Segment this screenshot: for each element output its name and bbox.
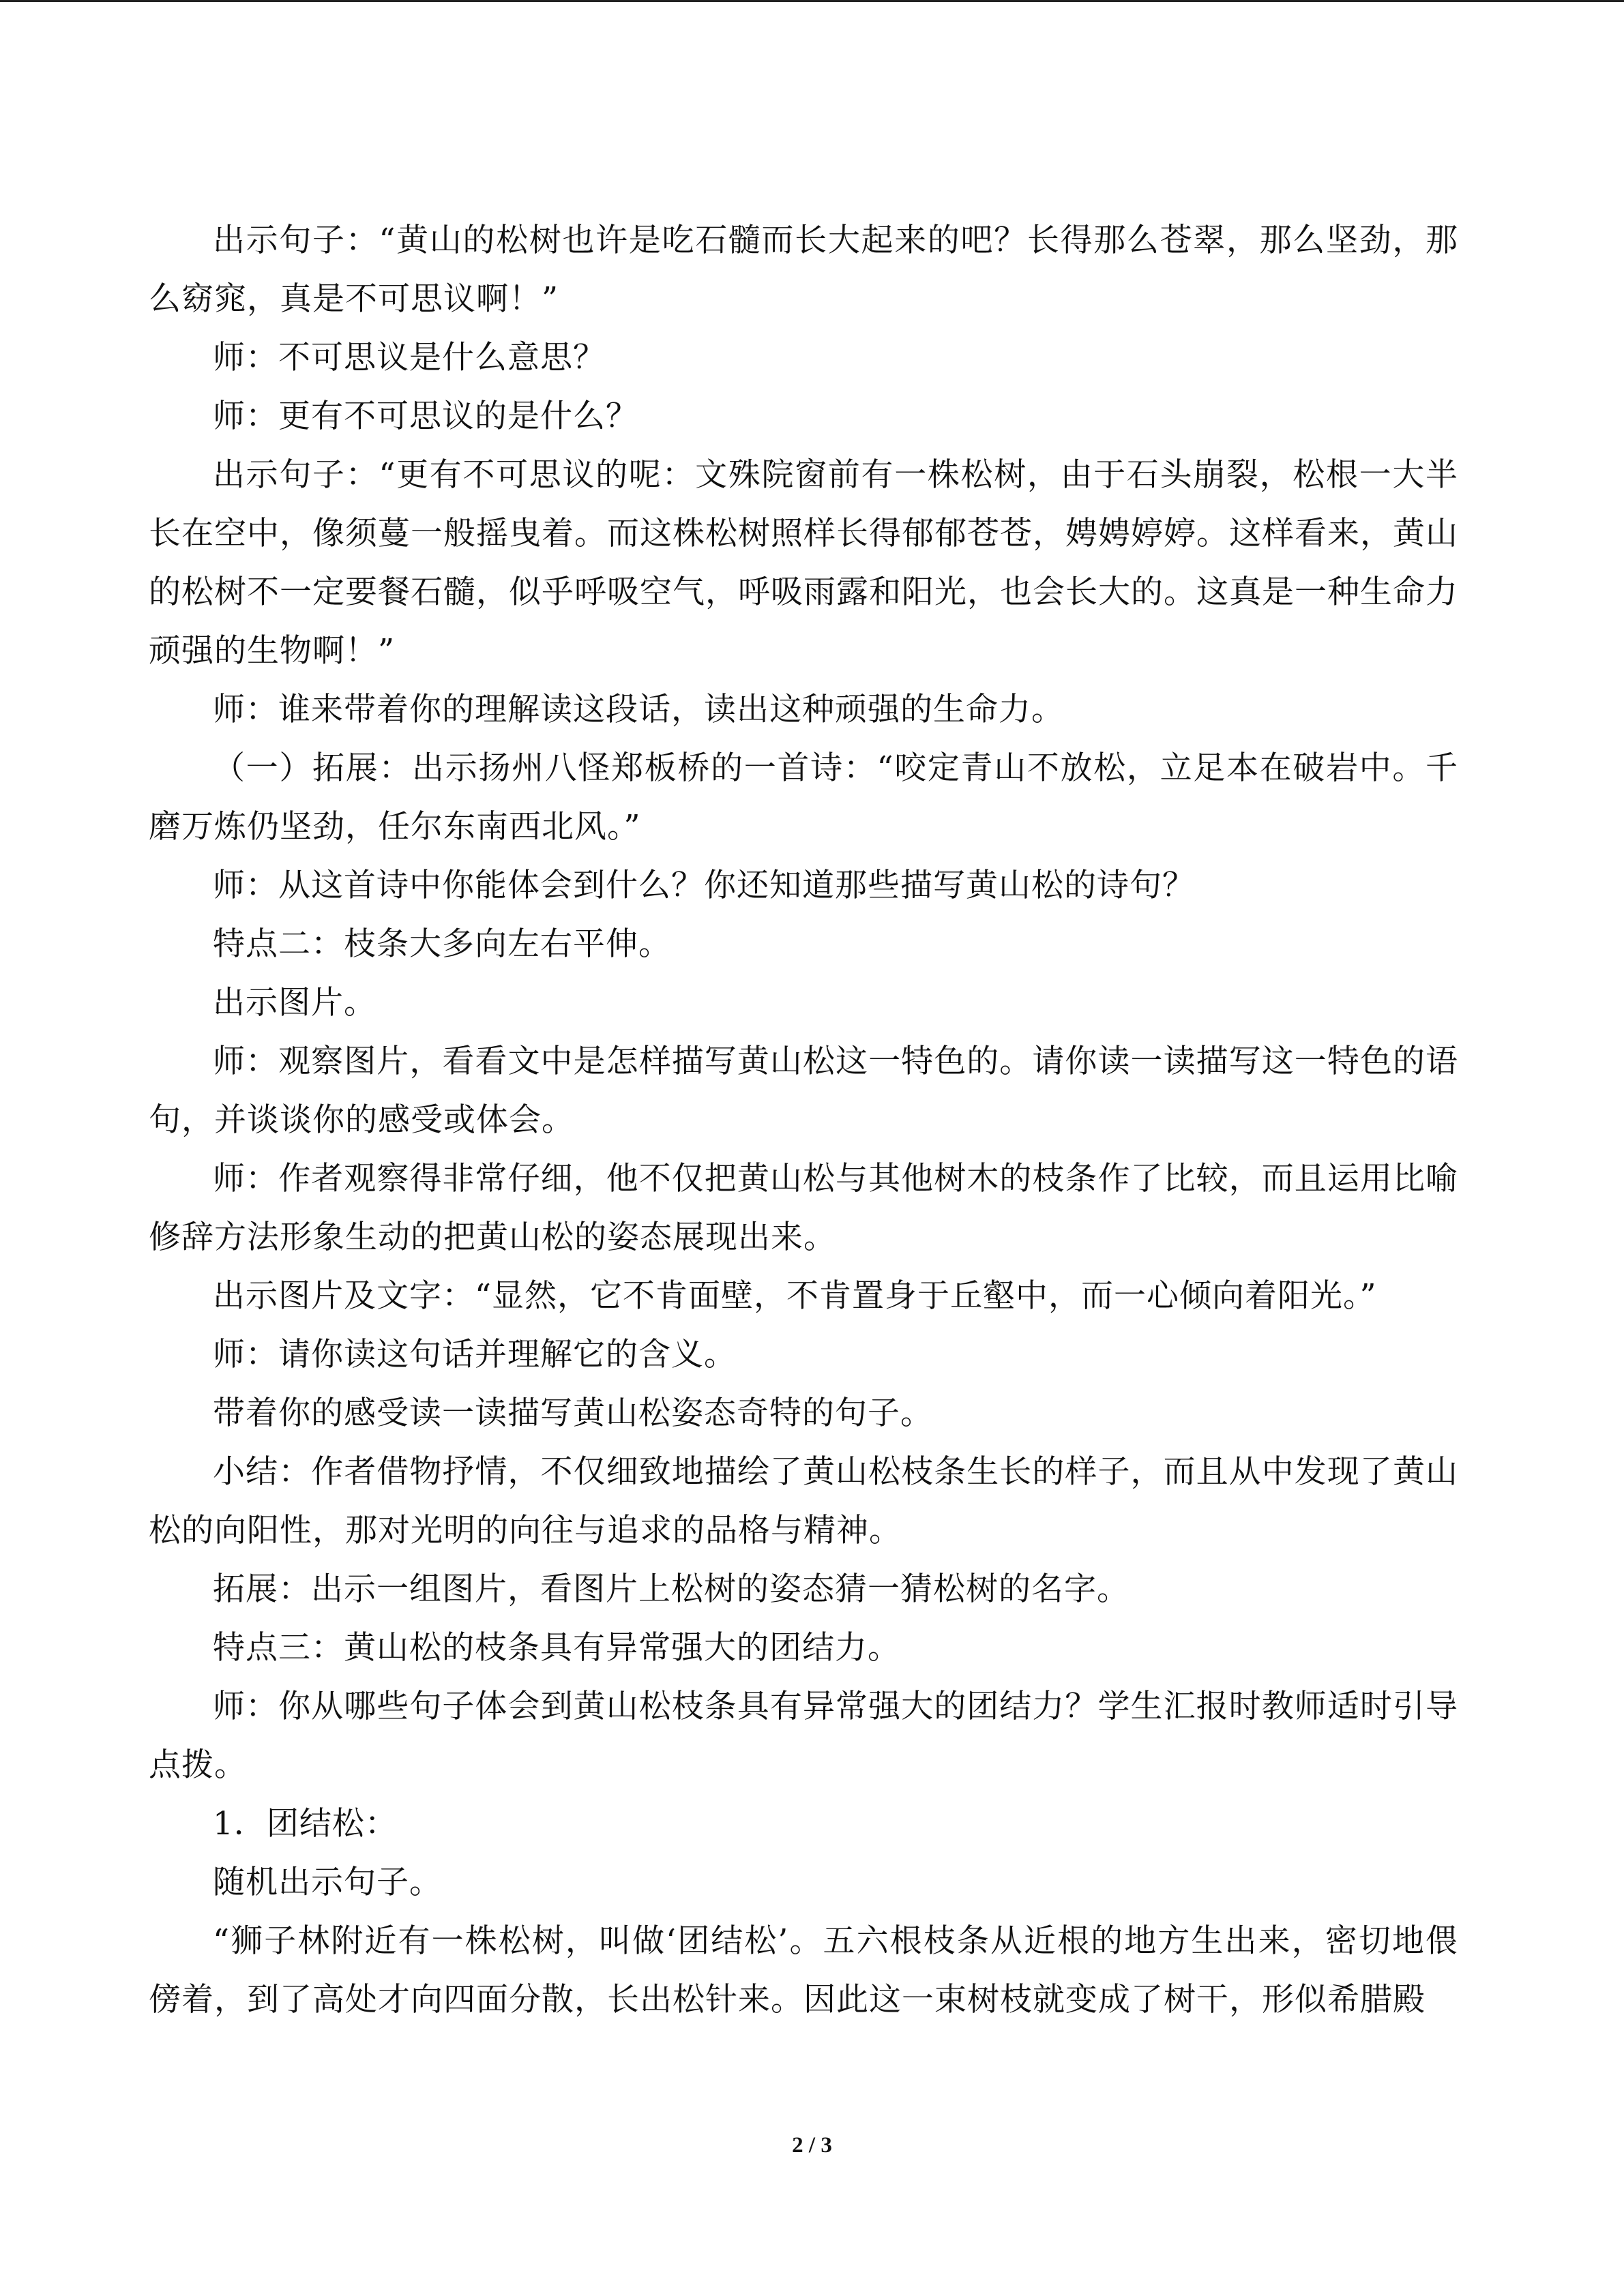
paragraph: 拓展：出示一组图片，看图片上松树的姿态猜一猜松树的名字。	[213, 1570, 1130, 1608]
paragraph: 师：谁来带着你的理解读这段话，读出这种顽强的生命力。	[213, 691, 1064, 728]
paragraph: 出示句子：“黄山的松树也许是吃石髓而长大起来的吧？长得那么苍翠，那么坚劲，那么窈窕，真是不可思议啊！”	[149, 222, 1458, 318]
top-border-line	[0, 0, 1624, 2]
paragraph: 特点二：枝条大多向左右平伸。	[213, 925, 671, 963]
document-body	[149, 211, 1458, 2029]
paragraph: 1．团结松：	[213, 1805, 398, 1843]
paragraph: “狮子林附近有一株松树，叫做‘团结松’。五六根枝条从近根的地方生出来，密切地偎傍着，到了高处才向四面分散，长出松针来。因此这一束树枝就变成了树干，形似希腊殿	[149, 1922, 1458, 2018]
paragraph: 师：观察图片，看看文中是怎样描写黄山松这一特色的。请你读一读描写这一特色的语句，并谈谈你的感受或体会。	[149, 1043, 1458, 1139]
page-number: 2 / 3	[792, 2133, 832, 2158]
paragraph: （一）拓展：出示扬州八怪郑板桥的一首诗：“咬定青山不放松，立足本在破岩中。千磨万炼仍坚劲，任尔东南西北风。”	[149, 749, 1458, 846]
paragraph: 随机出示句子。	[213, 1864, 442, 1901]
paragraph: 师：请你读这句话并理解它的含义。	[213, 1336, 737, 1373]
paragraph: 师：作者观察得非常仔细，他不仅把黄山松与其他树木的枝条作了比较，而且运用比喻修辞方法形象生动的把黄山松的姿态展现出来。	[149, 1160, 1458, 1256]
paragraph: 带着你的感受读一读描写黄山松姿态奇特的句子。	[213, 1395, 933, 1432]
paragraph: 出示图片及文字：“显然，它不肯面壁，不肯置身于丘壑中，而一心倾向着阳光。”	[213, 1277, 1377, 1315]
paragraph: 出示句子：“更有不可思议的呢：文殊院窗前有一株松树，由于石头崩裂，松根一大半长在空中，像须蔓一般摇曳着。而这株松树照样长得郁郁苍苍，娉娉婷婷。这样看来，黄山的松树不一定要餐石髓，似乎呼吸空气，呼吸雨露和阳光，也会长大的。这真是一种生命力顽强的生物啊！”	[149, 456, 1458, 670]
paragraph: 小结：作者借物抒情，不仅细致地描绘了黄山松枝条生长的样子，而且从中发现了黄山松的向阳性，那对光明的向往与追求的品格与精神。	[149, 1453, 1458, 1549]
paragraph: 师：不可思议是什么意思？	[213, 339, 606, 376]
paragraph: 师：更有不可思议的是什么？	[213, 398, 638, 435]
paragraph: 师：你从哪些句子体会到黄山松枝条具有异常强大的团结力？学生汇报时教师适时引导点拨。	[149, 1688, 1458, 1784]
paragraph: 师：从这首诗中你能体会到什么？你还知道那些描写黄山松的诗句？	[213, 867, 1195, 904]
paragraph: 出示图片。	[213, 984, 377, 1022]
paragraph: 特点三：黄山松的枝条具有异常强大的团结力。	[213, 1629, 900, 1667]
